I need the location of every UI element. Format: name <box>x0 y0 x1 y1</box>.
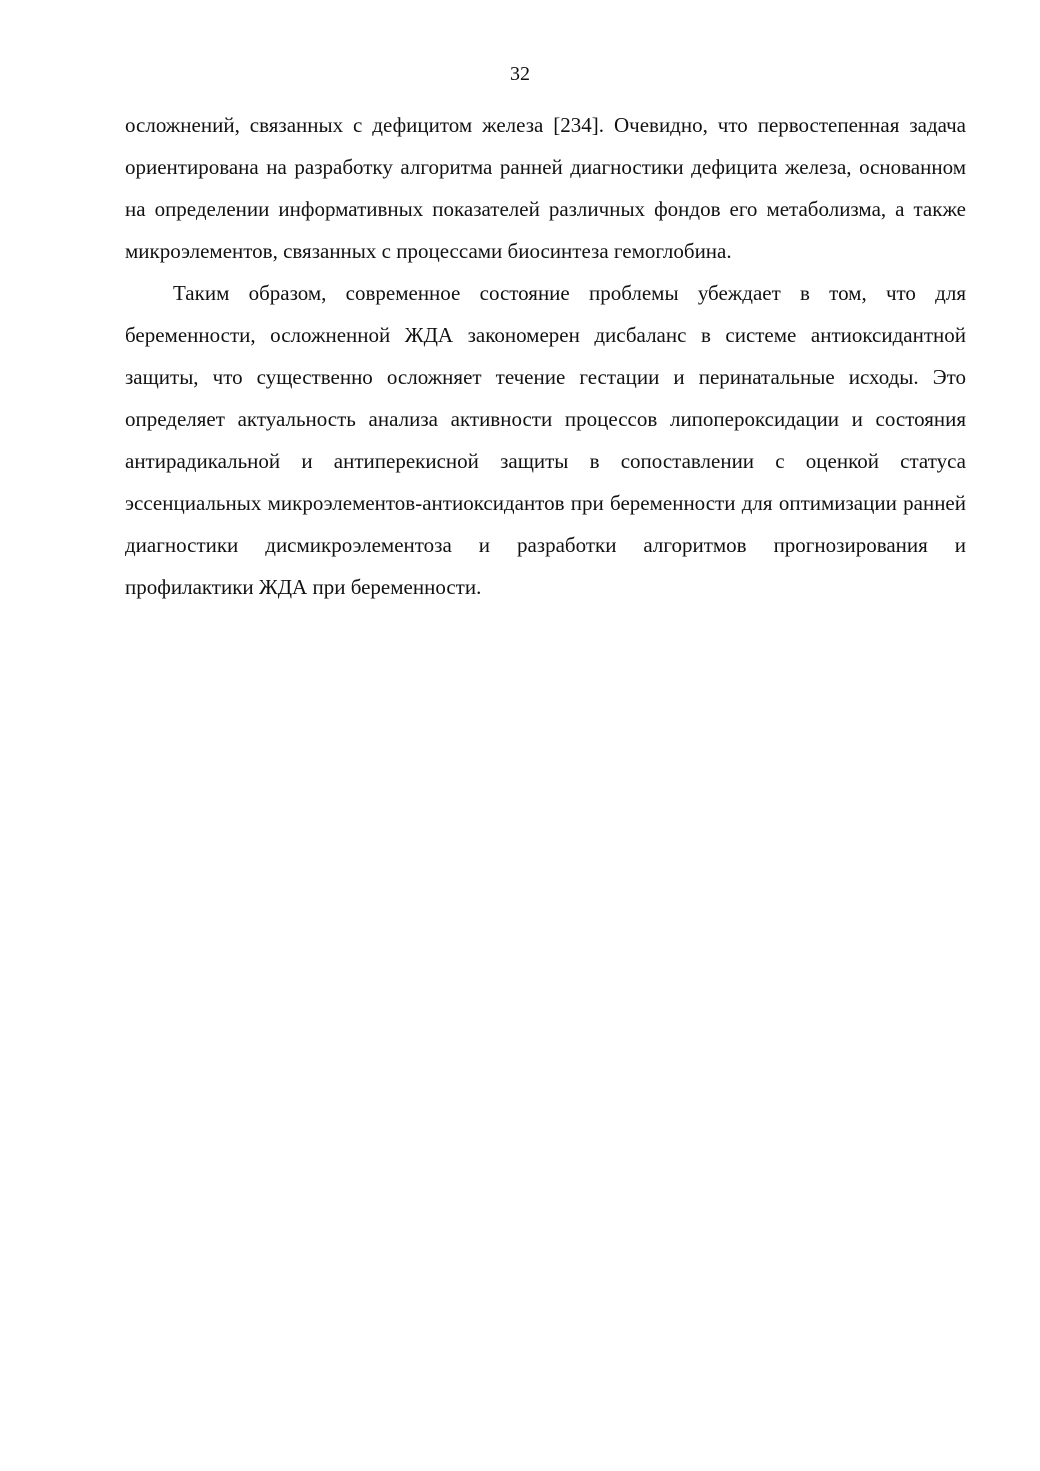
document-body <box>125 104 966 608</box>
page-number: 32 <box>510 63 530 85</box>
paragraph-continuation: осложнений, связанных с дефицитом железа [234]. Очевидно, что первостепенная задача ориентирована на разработку алгоритма ранней диагностики дефицита железа, основанном на определении информативных показателей различных фондов его метаболизма, а также микроэлементов, связанных с процессами биосинтеза гемоглобина. <box>125 113 966 263</box>
paragraph-conclusion: Таким образом, современное состояние проблемы убеждает в том, что для беременности, осложненной ЖДА закономерен дисбаланс в системе антиоксидантной защиты, что существенно осложняет течение гестации и перинатальные исходы. Это определяет актуальность анализа активности процессов липопероксидации и состояния антирадикальной и антиперекисной защиты в сопоставлении с оценкой статуса эссенциальных микроэлементов-антиоксидантов при беременности для оптимизации ранней диагностики дисмикроэлементоза и разработки алгоритмов прогнозирования и профилактики ЖДА при беременности. <box>125 281 966 599</box>
